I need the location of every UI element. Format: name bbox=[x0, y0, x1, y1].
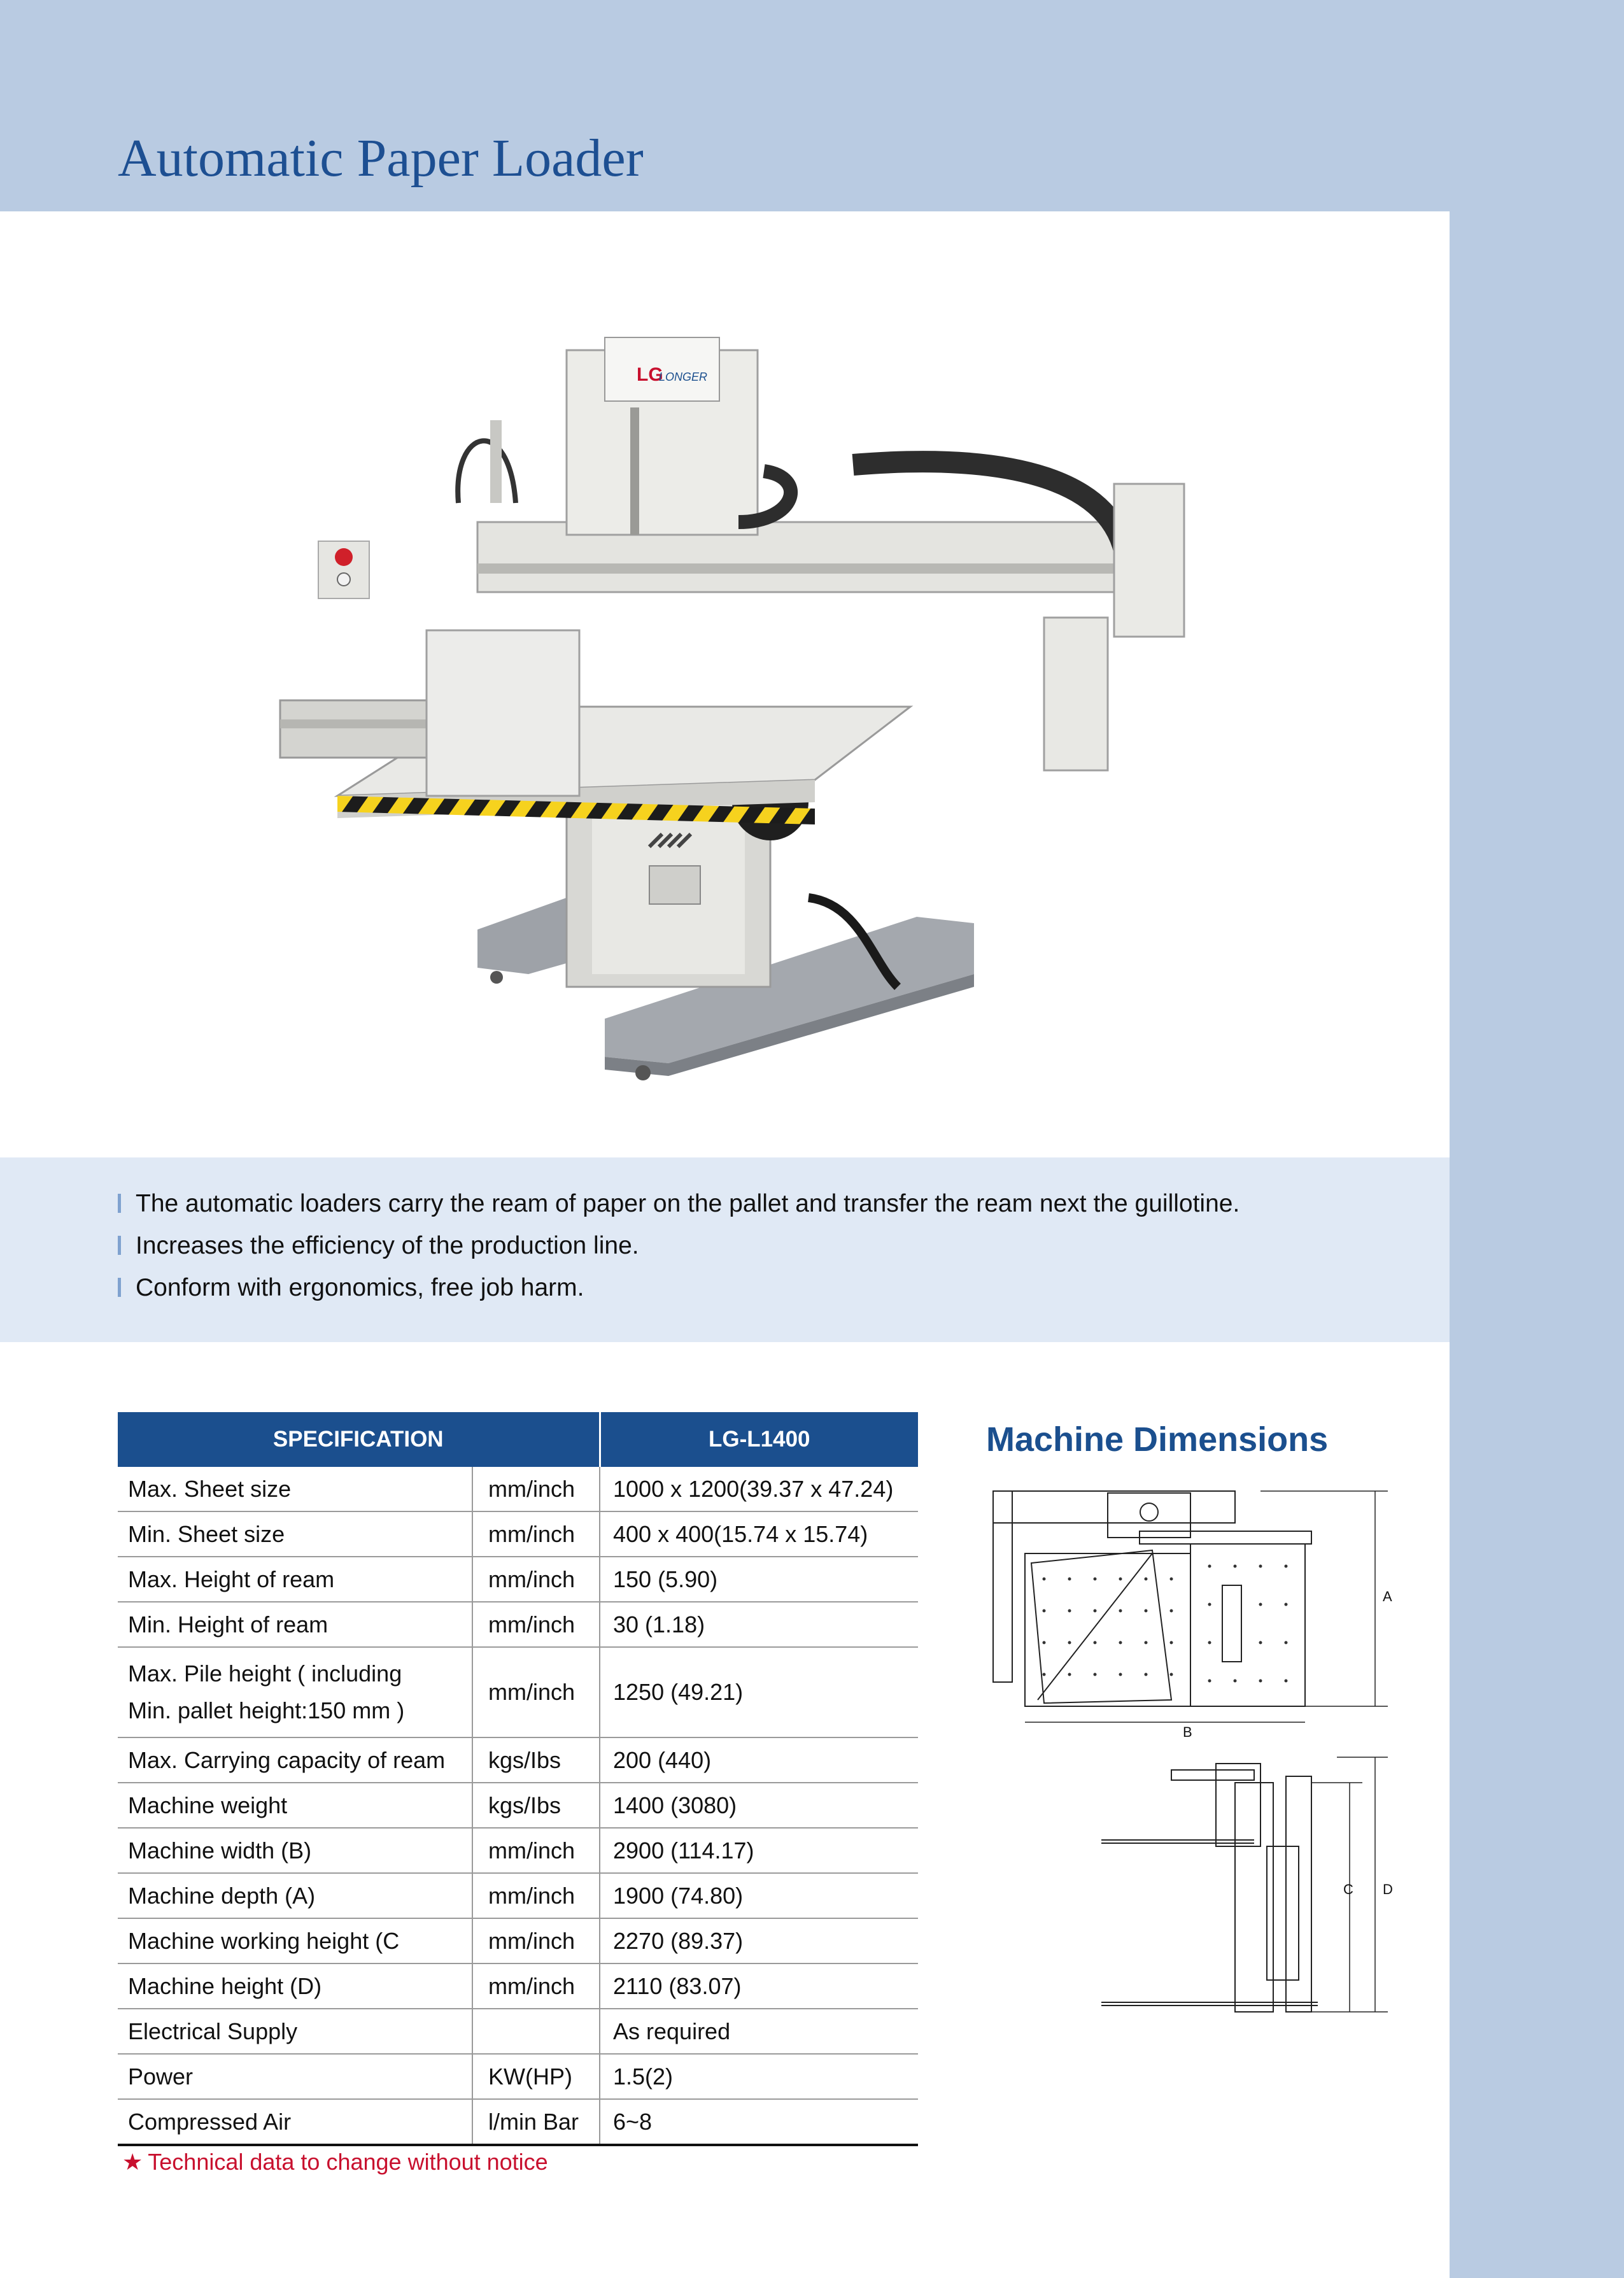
spec-name-line: Min. pallet height:150 mm ) bbox=[128, 1697, 405, 1723]
table-row bbox=[118, 1467, 918, 1511]
table-row bbox=[118, 1783, 918, 1828]
side-band bbox=[1450, 0, 1624, 2278]
spec-name: Power bbox=[118, 2054, 472, 2099]
star-icon: ★ bbox=[122, 2149, 143, 2175]
spec-unit bbox=[472, 2009, 600, 2054]
spec-value: 1250 (49.21) bbox=[600, 1647, 918, 1737]
paper-loader-photo bbox=[210, 312, 1292, 1108]
spec-value: 6~8 bbox=[600, 2099, 918, 2145]
feature-item: The automatic loaders carry the ream of paper on the pallet and transfer the ream next the guillotine. bbox=[118, 1183, 1239, 1225]
notice bbox=[122, 2149, 548, 2175]
spec-name-line: Max. Pile height ( including bbox=[128, 1660, 402, 1687]
plan-view-drawing bbox=[980, 1483, 1413, 1738]
brand-text: LONGER bbox=[659, 371, 708, 383]
spec-name: Min. Sheet size bbox=[118, 1511, 472, 1557]
spec-unit: kgs/Ibs bbox=[472, 1783, 600, 1828]
table-row bbox=[118, 1873, 918, 1918]
spec-name: Min. Height of ream bbox=[118, 1602, 472, 1647]
feature-item: Conform with ergonomics, free job harm. bbox=[118, 1267, 1239, 1309]
dimension-label-a: A bbox=[1383, 1588, 1392, 1604]
spec-name: Machine depth (A) bbox=[118, 1873, 472, 1918]
brand-mark: LG bbox=[637, 364, 663, 385]
table-row bbox=[118, 1511, 918, 1557]
table-row bbox=[118, 1557, 918, 1602]
spec-unit: KW(HP) bbox=[472, 2054, 600, 2099]
dimension-label-c: C bbox=[1343, 1881, 1353, 1897]
dimensions-title: Machine Dimensions bbox=[986, 1420, 1329, 1459]
page-title: Automatic Paper Loader bbox=[118, 129, 644, 188]
spec-name: Electrical Supply bbox=[118, 2009, 472, 2054]
notice-text: Technical data to change without notice bbox=[148, 2149, 548, 2175]
spec-name bbox=[118, 1647, 472, 1737]
table-row bbox=[118, 1737, 918, 1783]
table-header-row bbox=[118, 1412, 918, 1467]
spec-value: 30 (1.18) bbox=[600, 1602, 918, 1647]
table-row bbox=[118, 2054, 918, 2099]
spec-name: Machine working height (C bbox=[118, 1918, 472, 1963]
table-row bbox=[118, 1918, 918, 1963]
table-row bbox=[118, 1828, 918, 1873]
spec-unit: mm/inch bbox=[472, 1828, 600, 1873]
feature-item: Increases the efficiency of the production line. bbox=[118, 1225, 1239, 1267]
spec-unit: kgs/Ibs bbox=[472, 1737, 600, 1783]
spec-value: 150 (5.90) bbox=[600, 1557, 918, 1602]
spec-value: 2270 (89.37) bbox=[600, 1918, 918, 1963]
feature-list bbox=[118, 1183, 1239, 1309]
spec-name: Compressed Air bbox=[118, 2099, 472, 2145]
spec-value: As required bbox=[600, 2009, 918, 2054]
spec-value: 200 (440) bbox=[600, 1737, 918, 1783]
spec-name: Max. Carrying capacity of ream bbox=[118, 1737, 472, 1783]
side-view-drawing bbox=[1095, 1751, 1413, 2031]
spec-name: Max. Height of ream bbox=[118, 1557, 472, 1602]
spec-value: 1000 x 1200(39.37 x 47.24) bbox=[600, 1467, 918, 1511]
dimension-label-d: D bbox=[1383, 1881, 1393, 1897]
spec-unit: mm/inch bbox=[472, 1918, 600, 1963]
table-row bbox=[118, 2099, 918, 2145]
spec-value: 1.5(2) bbox=[600, 2054, 918, 2099]
spec-value: 1400 (3080) bbox=[600, 1783, 918, 1828]
spec-name: Machine weight bbox=[118, 1783, 472, 1828]
spec-unit: mm/inch bbox=[472, 1467, 600, 1511]
spec-unit: l/min Bar bbox=[472, 2099, 600, 2145]
table-row bbox=[118, 1963, 918, 2009]
table-row bbox=[118, 2009, 918, 2054]
spec-name: Machine width (B) bbox=[118, 1828, 472, 1873]
spec-unit: mm/inch bbox=[472, 1963, 600, 2009]
spec-table bbox=[118, 1412, 918, 2146]
header-model: LG-L1400 bbox=[600, 1412, 918, 1467]
spec-value: 400 x 400(15.74 x 15.74) bbox=[600, 1511, 918, 1557]
spec-name: Machine height (D) bbox=[118, 1963, 472, 2009]
spec-unit: mm/inch bbox=[472, 1557, 600, 1602]
spec-name: Max. Sheet size bbox=[118, 1467, 472, 1511]
spec-value: 2900 (114.17) bbox=[600, 1828, 918, 1873]
table-row bbox=[118, 1647, 918, 1737]
dimension-label-b: B bbox=[1183, 1724, 1192, 1738]
spec-unit: mm/inch bbox=[472, 1602, 600, 1647]
spec-value: 2110 (83.07) bbox=[600, 1963, 918, 2009]
spec-unit: mm/inch bbox=[472, 1647, 600, 1737]
spec-value: 1900 (74.80) bbox=[600, 1873, 918, 1918]
spec-unit: mm/inch bbox=[472, 1873, 600, 1918]
table-row bbox=[118, 1602, 918, 1647]
header-specification: SPECIFICATION bbox=[118, 1412, 600, 1467]
spec-unit: mm/inch bbox=[472, 1511, 600, 1557]
